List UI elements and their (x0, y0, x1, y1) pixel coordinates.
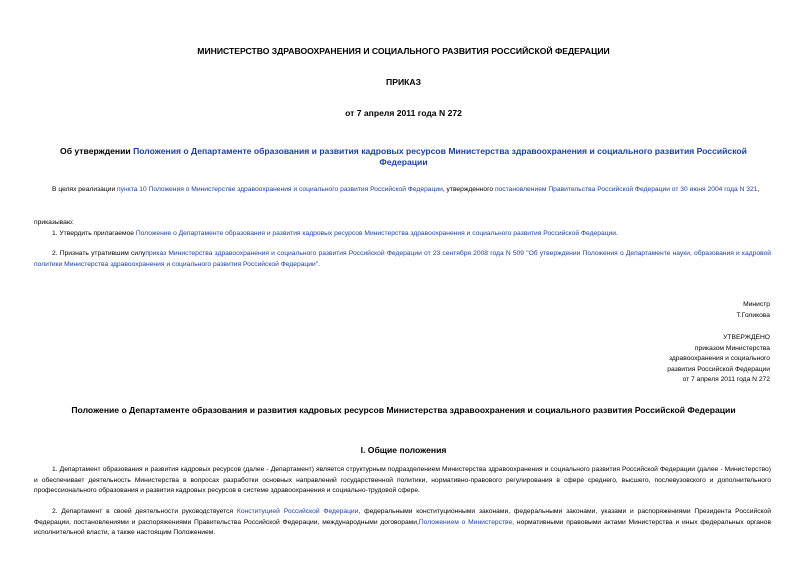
signature-position: Министр (743, 301, 770, 308)
item2-text-1: 2. Признать утратившим силу (52, 250, 146, 257)
ministry-heading: МИНИСТЕРСТВО ЗДРАВООХРАНЕНИЯ И СОЦИАЛЬНОГО РАЗВИТИЯ РОССИЙСКОЙ ФЕДЕРАЦИИ (197, 46, 610, 56)
para2-link-ministry-regulation[interactable]: Положением о Министерстве (418, 518, 513, 526)
para2-link-constitution[interactable]: Конституцией Российской Федерации (236, 508, 359, 515)
item2-text-2: . (318, 260, 320, 268)
preamble-text-1: В целях реализации (52, 186, 118, 193)
item1-text-2: . (616, 230, 618, 237)
approval-line-3: здравоохранения и социального (668, 355, 770, 362)
para2-text-2: , федеральными конституционными законами, федеральными законами, указами и распоряжениями Президента Российской Федерации, постановлениями и распоряжениями Правительства Российской Федерации, международными договорами, (34, 508, 772, 526)
preamble-link-resolution[interactable]: постановлением Правительства Российской Федерации от 30 июня 2004 года N 321 (494, 186, 758, 193)
order-item-2 (34, 249, 771, 270)
approval-line-4: развития Российской Федерации (667, 365, 770, 373)
regulation-paragraph-2 (34, 507, 771, 539)
approval-line-5: от 7 апреля 2011 года N 272 (682, 376, 770, 383)
order-title-link[interactable]: Положения о Департаменте образования и развития кадровых ресурсов Министерства здравоохранения и социального развития Российской Федерации (133, 146, 747, 167)
item1-text-1: 1. Утвердить прилагаемое (52, 230, 136, 237)
order-title-prefix: Об утверждении (60, 146, 134, 156)
para2-text-3: , нормативными правовыми актами Министерства и иных федеральных органов исполнительной власти, а также настоящим Положением. (34, 518, 771, 536)
para2-text-1: 2. Департамент в своей деятельности руководствуется (52, 508, 237, 515)
document-date-number: от 7 апреля 2011 года N 272 (345, 108, 462, 118)
order-item-1 (34, 229, 771, 240)
approval-line-2: приказом Министерства (694, 344, 770, 352)
preamble (34, 185, 771, 196)
approval-line-1: УТВЕРЖДЕНО (723, 334, 770, 341)
regulation-paragraph-1: 1. Департамент образования и развития кадровых ресурсов (далее - Департамент) является структурным подразделением Министерства здравоохранения и социального развития Российской Федерации (далее - Министерство) и обеспечивает деятельность Министерства в вопросах разработки основных направлений государственной политики, нормативно-правового регулирования в сфере среднего, высшего, послевузовского и дополнительного профессионального образования и развития кадровых ресурсов в системе здравоохранения и социально-трудовой сфере. (34, 466, 771, 494)
preamble-link-clause[interactable]: пункта 10 Положения о Министерстве здравоохранения и социального развития Российской Федерации (117, 186, 443, 193)
signature-name: Т.Голикова (736, 311, 770, 319)
regulation-title: Положение о Департаменте образования и развития кадровых ресурсов Министерства здравоохранения и социального развития Российской Федерации (71, 405, 736, 415)
order-word: приказываю: (34, 219, 74, 226)
preamble-text-3: , (757, 186, 760, 193)
signature-block (736, 300, 770, 321)
document-type: ПРИКАЗ (386, 77, 421, 87)
order-title (40, 146, 767, 168)
section-1-title: I. Общие положения (360, 445, 447, 455)
preamble-text-2: , утвержденного (442, 186, 495, 193)
item1-link-regulation[interactable]: Положение о Департаменте образования и развития кадровых ресурсов Министерства здравоохранения и социального развития Российской Федерации (135, 230, 616, 237)
approval-block (667, 333, 770, 386)
item2-link-order[interactable]: приказ Министерства здравоохранения и социального развития Российской Федерации от 23 сентября 2008 года N 509 "Об утверждении Положения о Департаменте науки, образования и кадровой политики Министерства здравоохранения и социального развития Российской Федерации" (34, 250, 771, 268)
